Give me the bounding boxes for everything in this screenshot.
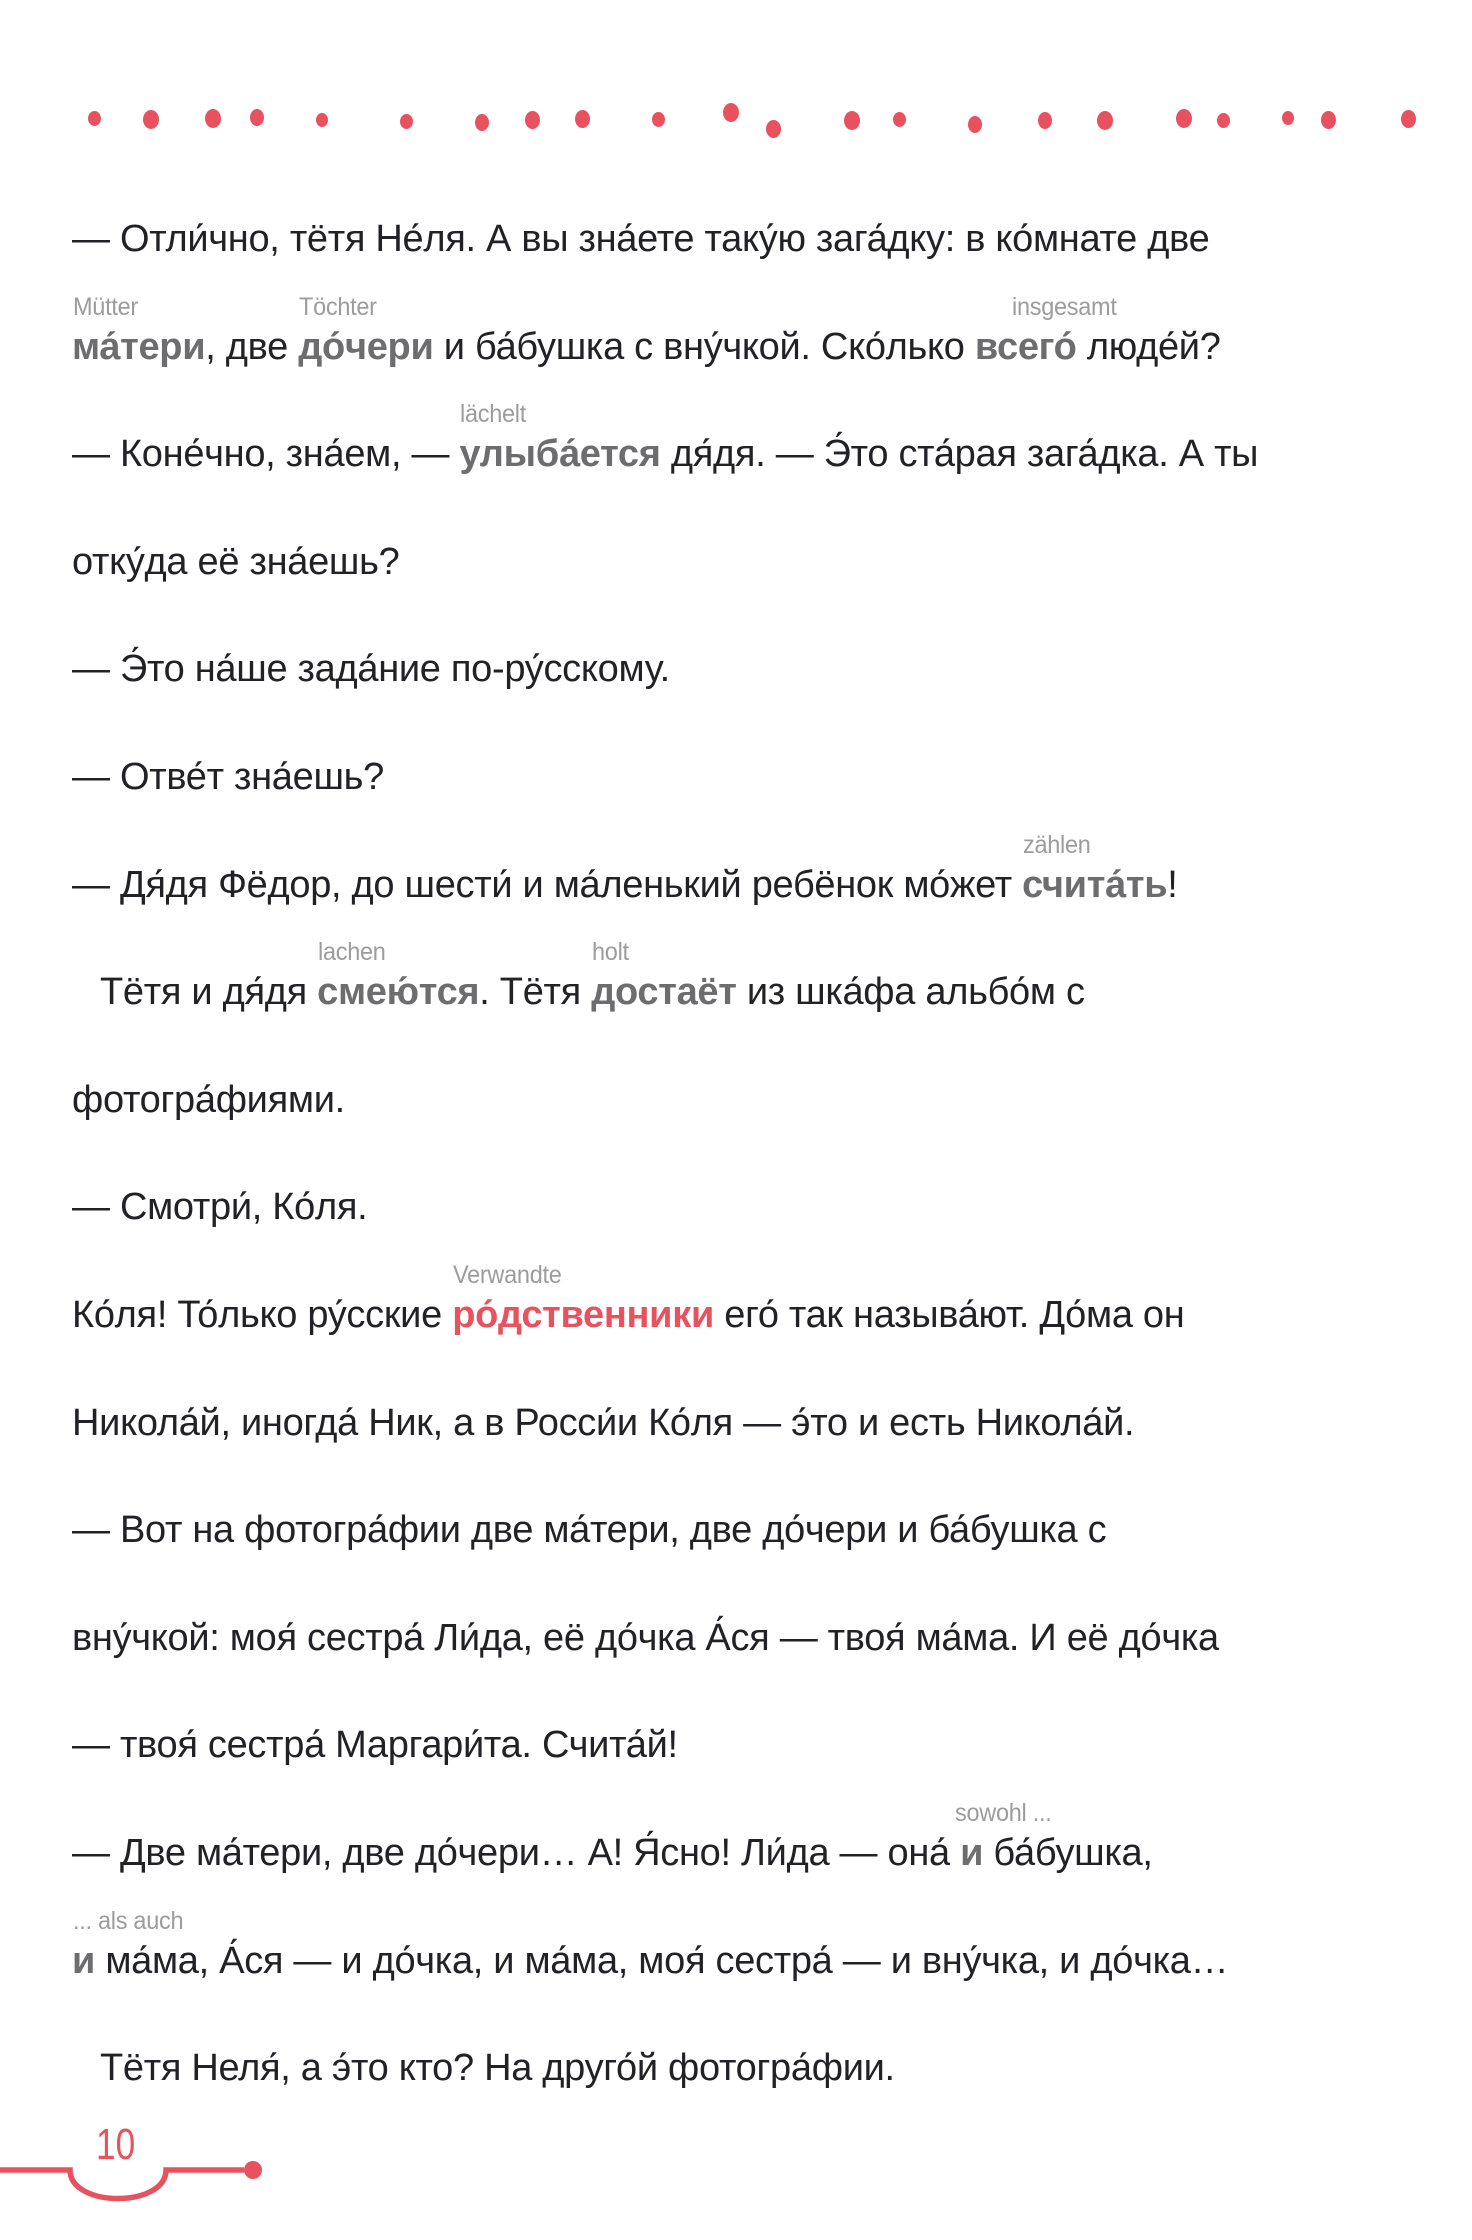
vocab-word-bold: достаёт (591, 971, 737, 1014)
text-segment: его́ так называ́ют. До́ма он (714, 1293, 1185, 1336)
german-gloss: sowohl ... (955, 1798, 1052, 1827)
vocab-word-red: ро́дственники (452, 1293, 715, 1336)
text-line (72, 294, 1432, 402)
text-segment: — твоя́ сестра́ Маргари́та. Счита́й! (72, 1724, 678, 1767)
text-line (72, 1262, 1432, 1370)
text-line (72, 1370, 1432, 1478)
text-line (72, 1047, 1432, 1155)
text-line (72, 509, 1432, 617)
text-line (72, 616, 1432, 724)
vocab-word-bold: и (72, 1939, 96, 1982)
decorative-dot (652, 112, 665, 127)
text-segment: Тётя Неля́, а э́то кто? На друго́й фотогра́фии. (100, 2047, 895, 2090)
german-gloss: holt (592, 938, 629, 967)
decorative-dot (1217, 113, 1230, 128)
german-gloss: Töchter (299, 292, 377, 321)
text-segment: вну́чкой: моя́ сестра́ Ли́да, её до́чка А́ся — твоя́ ма́ма. И её до́чка (72, 1616, 1219, 1659)
text-line (72, 1585, 1432, 1693)
text-line (72, 1154, 1432, 1262)
german-gloss: insgesamt (1011, 292, 1117, 321)
vocab-word-bold: счита́ть (1022, 863, 1168, 906)
vocab-word-bold: ма́тери (72, 325, 206, 368)
text-segment: . Тётя (479, 971, 592, 1014)
glossed-word (1022, 830, 1168, 906)
decorative-dot (400, 114, 413, 129)
text-line (72, 186, 1432, 294)
decorative-dot (723, 103, 739, 122)
decorative-dots-row (0, 0, 1472, 140)
decorative-dot (88, 111, 101, 126)
text-segment: из шка́фа альбо́м с (736, 971, 1085, 1014)
glossed-word (72, 292, 206, 368)
decorative-dot (1401, 110, 1416, 128)
text-line (72, 1908, 1432, 2016)
decorative-dot (143, 110, 159, 129)
text-segment: , две (205, 325, 299, 368)
text-segment: Тётя и дя́дя (100, 971, 318, 1014)
text-line (72, 1692, 1432, 1800)
decorative-dot (1282, 111, 1294, 125)
german-gloss: lächelt (460, 400, 527, 429)
decorative-dot (968, 116, 982, 133)
decorative-dot (475, 114, 489, 131)
text-line (72, 401, 1432, 509)
glossed-word (974, 292, 1117, 368)
decorative-dot (1176, 109, 1192, 128)
text-segment: дя́дя. — Э́то ста́рая зага́дка. А ты (660, 433, 1259, 476)
decorative-dot (1321, 111, 1336, 129)
page-number: 10 (96, 2120, 136, 2169)
decorative-dot (766, 120, 781, 138)
decorative-dot (893, 112, 906, 127)
vocab-word-bold: смею́тся (317, 971, 480, 1014)
glossed-word (298, 292, 434, 368)
german-gloss: zählen (1023, 830, 1091, 859)
german-gloss: ... als auch (73, 1906, 184, 1935)
text-segment: — Коне́чно, зна́ем, — (72, 433, 460, 476)
decorative-dot (316, 113, 328, 127)
text-line (72, 724, 1432, 832)
text-line (72, 1800, 1432, 1908)
text-segment: ма́ма, А́ся — и до́чка, и ма́ма, моя́ сестра́ — и вну́чка, и до́чка… (95, 1939, 1229, 1982)
text-segment: — Дя́дя Фёдор, до шести́ и ма́ленький ребёнок мо́жет (72, 863, 1023, 906)
page-footer (0, 2112, 400, 2240)
text-segment: люде́й? (1076, 325, 1221, 368)
vocab-word-bold: до́чери (298, 325, 434, 368)
glossed-word (955, 1798, 1052, 1874)
glossed-word (459, 400, 661, 476)
text-line (72, 832, 1432, 940)
text-segment: — Две ма́тери, две до́чери… А! Я́сно! Ли́да — она́ (72, 1831, 961, 1874)
glossed-word (591, 938, 737, 1014)
decorative-dot (205, 109, 221, 128)
text-line (72, 2015, 1432, 2123)
text-segment: отку́да её зна́ешь? (72, 540, 400, 583)
text-segment: фотогра́фиями. (72, 1078, 345, 1121)
german-gloss: Mütter (73, 292, 138, 321)
decorative-dot (844, 111, 860, 130)
glossed-word (72, 1906, 184, 1982)
glossed-word (317, 938, 480, 1014)
decorative-dot (575, 110, 590, 128)
vocab-word-bold: всего́ (974, 325, 1077, 368)
text-segment: и ба́бушка с вну́чкой. Ско́лько (433, 325, 975, 368)
german-gloss: lachen (318, 938, 386, 967)
text-segment: Никола́й, иногда́ Ник, а в Росси́и Ко́ля — э́то и есть Никола́й. (72, 1401, 1135, 1444)
decorative-dot (525, 111, 540, 129)
text-segment: Ко́ля! То́лько ру́сские (72, 1293, 453, 1336)
text-segment: — Отли́чно, тётя Не́ля. А вы зна́ете таку́ю зага́дку: в ко́мнате две (72, 218, 1210, 260)
decorative-dot (1038, 112, 1052, 129)
footer-end-dot (244, 2161, 262, 2179)
text-line (72, 939, 1432, 1047)
text-segment: ба́бушка, (983, 1831, 1153, 1874)
text-segment: ! (1167, 863, 1178, 906)
footer-flourish (0, 2148, 290, 2232)
dialogue-text (72, 186, 1432, 2123)
text-segment: — Вот на фотогра́фии две ма́тери, две до́чери и ба́бушка с (72, 1509, 1107, 1552)
german-gloss: Verwandte (453, 1260, 562, 1289)
text-segment: — Смотри́, Ко́ля. (72, 1186, 368, 1229)
text-segment: — Отве́т зна́ешь? (72, 755, 384, 798)
decorative-dot (250, 109, 264, 126)
vocab-word-bold: улыба́ется (459, 433, 661, 476)
decorative-dot (1097, 111, 1113, 130)
text-line (72, 1477, 1432, 1585)
text-segment: — Э́то на́ше зада́ние по-ру́сскому. (72, 648, 670, 691)
glossed-word (452, 1260, 715, 1336)
vocab-word-bold: и (960, 1831, 984, 1874)
